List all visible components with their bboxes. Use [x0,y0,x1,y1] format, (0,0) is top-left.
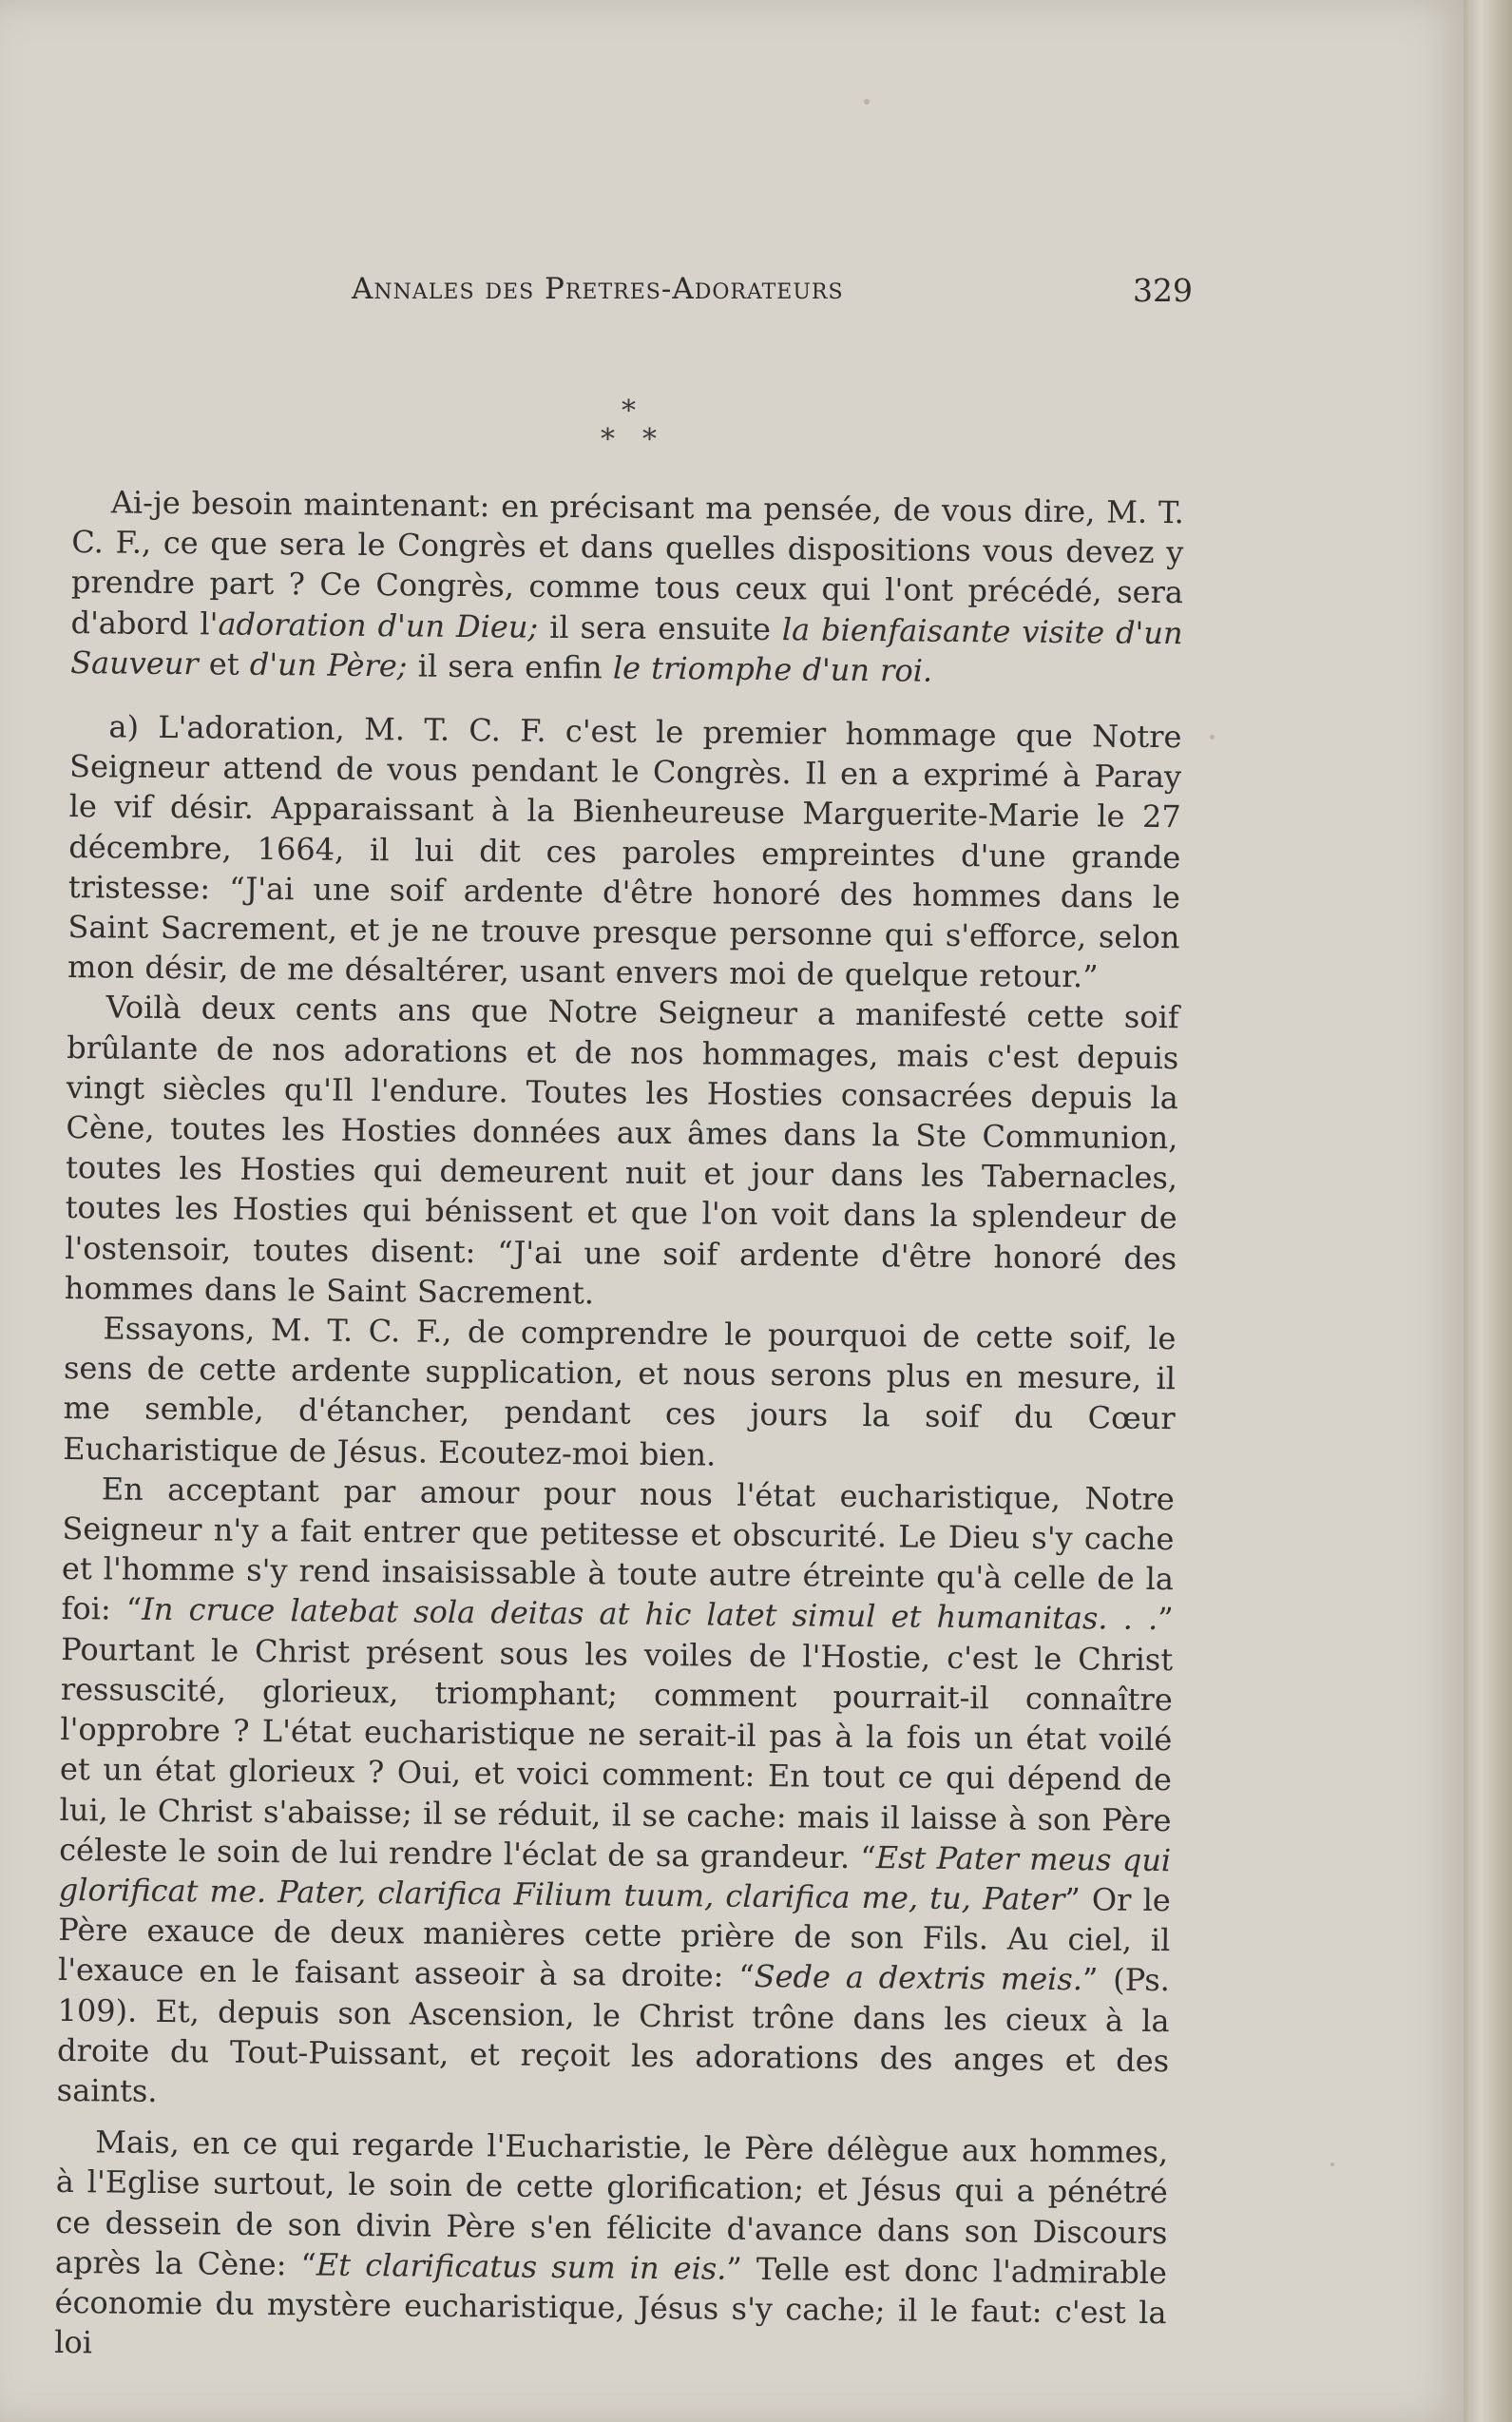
text-run: a) L'adoration, M. T. C. F. c'est le premier hommage que Notre Seigneur attend de vous pendant le Congrès. Il en a exprimé à Paray le vif désir. Apparaissant à la Bienheureuse Marguerite-Marie le 27 décembre, 1664, il lui dit ces paroles empreintes d'une grande tristesse: “J'ai une soif ardente d'être honoré des hommes dans le Saint Sacrement, et je ne trouve presque personne qui s'efforce, selon mon désir, de me désaltérer, usant envers moi de quelque retour.” [67,708,1182,995]
text-run: En acceptant par amour pour nous l'état eucharistique, Notre Seigneur n'y a fait entrer que petitesse et obscurité. Le Dieu s'y cache et l'homme s'y rend insaisissable à toute autre étreinte qu'à celle de la foi: “ [61,1470,1175,1628]
asterisk-icon: * [642,423,657,456]
italic-text-run: Est Pater meus qui glorificat me. Pater, clarifica Filium tuum, clarifica me, tu, Pater [58,1838,1172,1917]
asterisk-icon: * [622,394,636,428]
asterism-ornament [596,394,672,458]
italic-text-run: adoration d'un Dieu; [218,606,539,645]
text-run: Mais, en ce qui regarde l'Eucharistie, le Père délègue aux hommes, à l'Eglise surtout, le soin de cette glorification; et Jésus qui a pénétré ce dessein de son divin Père s'en félicite d'avance dans son Discours après la Cène: “ [54,2124,1169,2283]
text-run: et [198,645,251,682]
italic-text-run: Sede a dextris meis. [754,1958,1083,1998]
italic-text-run: Et clarificatus sum in eis. [316,2246,727,2287]
paper-speck [1210,735,1215,740]
asterisk-icon: * [601,423,615,456]
paragraph [65,987,1179,1318]
paragraph [63,1308,1177,1479]
paragraph [54,2122,1168,2373]
paragraph [57,1469,1175,2121]
text-run: il sera ensuite [538,608,783,647]
text-run: ” Or le Père exauce de deux manières cette prière de son Fils. Au ciel, il l'exauce en le faisant asseoir à sa droite: “ [57,1881,1171,1995]
text-run: Voilà deux cents ans que Notre Seigneur a manifesté cette soif brûlante de nos adorations et de nos hommages, mais c'est depuis vingt siècles qu'Il l'endure. Toutes les Hosties consacrées depuis la Cène, toutes les Hosties données aux âmes dans la Ste Communion, toutes les Hosties qui demeurent nuit et jour dans les Tabernacles, toutes les Hosties qui bénissent et que l'on voit dans la splendeur de l'ostensoir, toutes disent: “J'ai une soif ardente d'être honoré des hommes dans le Saint Sacrement. [64,989,1179,1312]
running-head: Annales des Pretres-Adorateurs [352,272,844,306]
text-run: Essayons, M. T. C. F., de comprendre le pourquoi de cette soif, le sens de cette ardente supplication, et nous serons plus en mesure, il me semble, d'étancher, pendant ces jours la soif du Cœur Eucharistique de Jésus. Ecoutez-moi bien. [63,1310,1177,1473]
italic-text-run: d'un Père; [249,645,408,684]
text-run: il sera enfin [407,647,614,686]
page-edge-shadow [1464,0,1512,2422]
text-run: ” (Ps. 109). Et, depuis son Ascension, le Christ trône dans les cieux à la droite du Tout-Puissant, et reçoit les adorations des anges et des saints. [56,1961,1171,2109]
paragraph [67,706,1182,998]
page-number: 329 [1133,272,1193,309]
text-run: ” Pourtant le Christ présent sous les voiles de l'Hostie, c'est le Christ ressuscité, glorieux, triomphant; comment pourrait-il connaître l'opprobre ? L'état eucharistique ne serait-il pas à la fois un état voilé et un état glorieux ? Oui, et voici comment: En tout ce qui dépend de lui, le Christ s'abaisse; il se réduit, il se cache: mais il laisse à son Père céleste le soin de lui rendre l'éclat de sa grandeur. “ [59,1601,1174,1875]
page-header [352,272,1193,319]
paper-speck [1330,2162,1334,2166]
body-text [54,482,1184,2373]
paragraph [70,482,1184,693]
text-run: ” Telle est donc l'admirable économie du mystère eucharistique, Jésus s'y cache; il le faut: c'est la loi [54,2250,1168,2361]
italic-text-run: In cruce latebat sola deitas at hic latet simul et humanitas. . . [142,1591,1158,1638]
italic-text-run: le triomphe d'un roi. [612,649,933,689]
text-run: Ai-je besoin maintenant: en précisant ma pensée, de vous dire, M. T. C. F., ce que sera le Congrès et dans quelles dispositions vous devez y prendre part ? Ce Congrès, comme tous ceux qui l'ont précédé, sera d'abord l' [70,484,1184,643]
italic-text-run: la bienfaisante visite d'un Sauveur [69,610,1183,682]
paper-speck [864,99,870,105]
